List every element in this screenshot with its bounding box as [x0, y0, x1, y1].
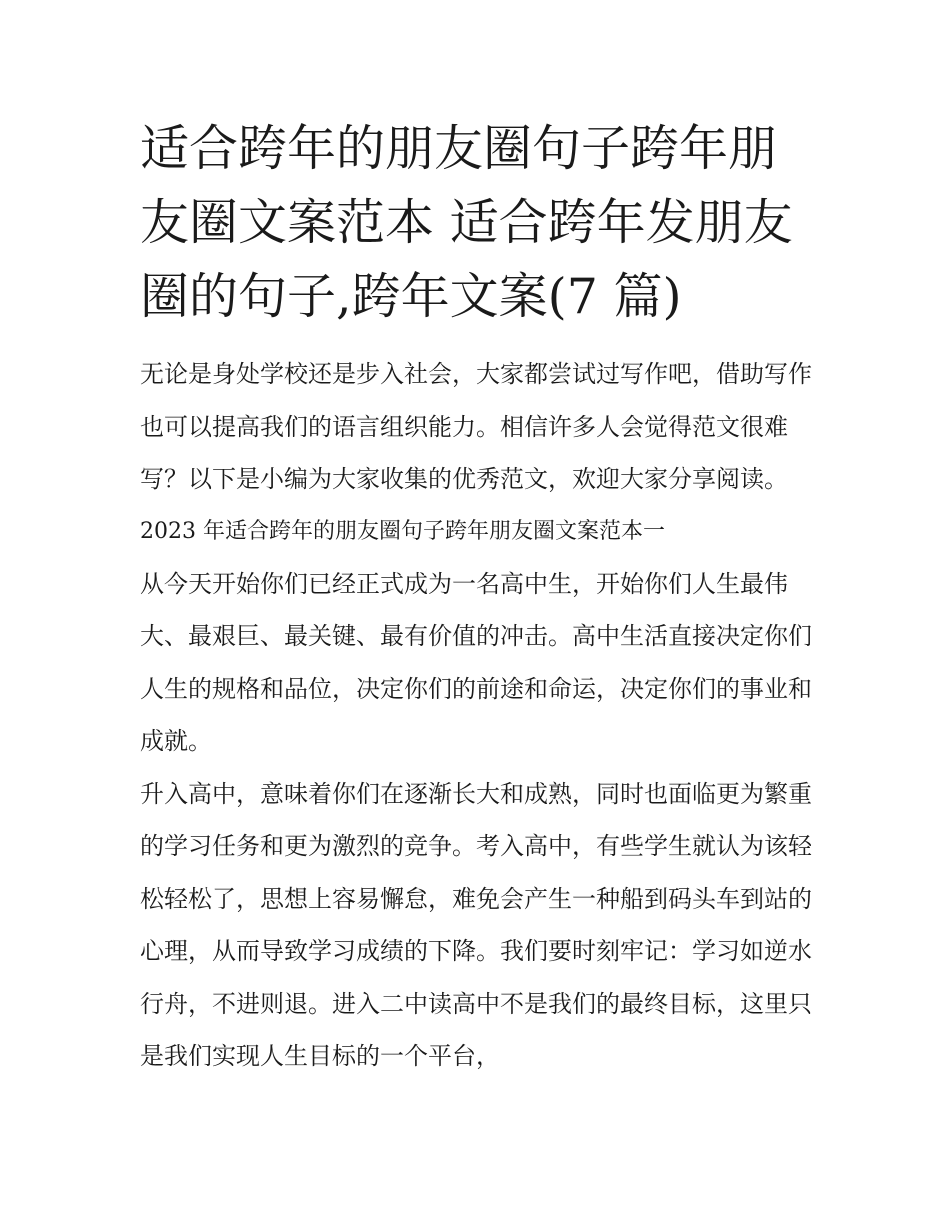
body-paragraph-2: 升入高中，意味着你们在逐渐长大和成熟，同时也面临更为繁重的学习任务和更为激烈的竞争。考入高中，有些学生就认为该轻松轻松了，思想上容易懈怠，难免会产生一种船到码头车到站的心理，从而导致学习成绩的下降。我们要时刻牢记：学习如逆水行舟，不进则退。进入二中读高中不是我们的最终目标，这里只是我们实现人生目标的一个平台，: [140, 779, 812, 1070]
section-heading: 2023 年适合跨年的朋友圈句子跨年朋友圈文案范本一: [140, 518, 665, 544]
body-paragraph-1: 从今天开始你们已经正式成为一名高中生，开始你们人生最伟大、最艰巨、最关键、最有价值的冲击。高中生活直接决定你们人生的规格和品位，决定你们的前途和命运，决定你们的事业和成就。: [140, 569, 812, 755]
document-page: [140, 112, 815, 1083]
intro-paragraph: 无论是身处学校还是步入社会，大家都尝试过写作吧，借助写作也可以提高我们的语言组织能力。相信许多人会觉得范文很难写？以下是小编为大家收集的优秀范文，欢迎大家分享阅读。: [140, 360, 812, 493]
document-title: 适合跨年的朋友圈句子跨年朋友圈文案范本 适合跨年发朋友圈的句子,跨年文案(7 篇): [140, 120, 793, 325]
